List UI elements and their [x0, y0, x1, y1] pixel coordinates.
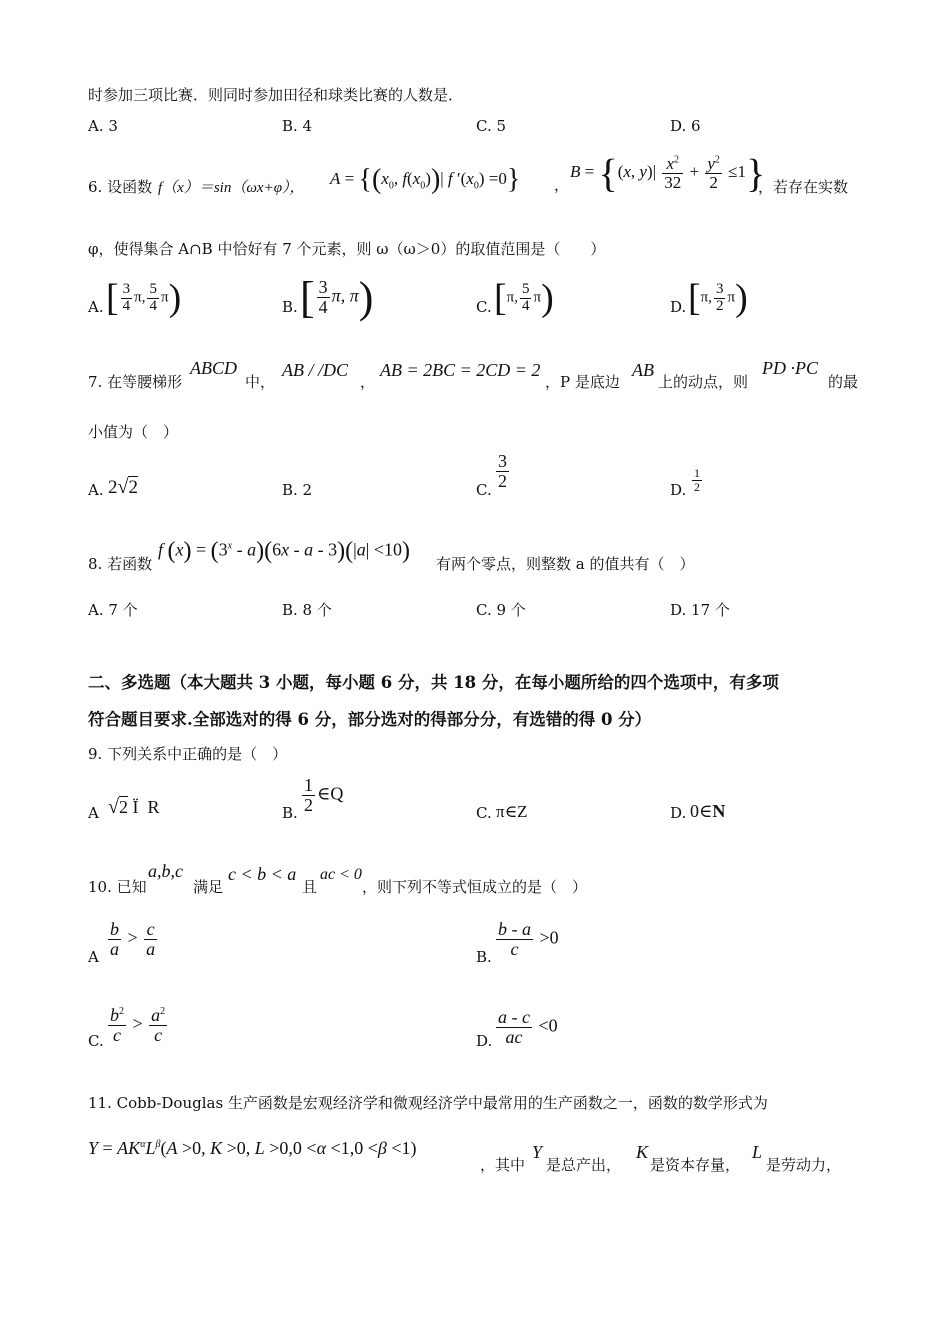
q5-option-d: D. 6 — [670, 117, 701, 135]
q10-option-a-label: A — [88, 948, 99, 966]
q10-option-b-value: $\frac{b - a}{c}$ >0 — [498, 919, 559, 959]
q10-option-c-label: C. — [88, 1032, 104, 1050]
q10-abc: a,b,c — [148, 861, 183, 881]
q7-option-c-label: C. — [476, 481, 492, 499]
section-2-heading-line2: 符合题目要求.全部选对的得 6 分，部分选对的得部分分，有选错的得 0 分） — [88, 710, 652, 729]
q9-option-a-label: A — [88, 804, 99, 822]
q10-m1: 满足 — [193, 878, 224, 896]
intro-line: 时参加三项比赛．则同时参加田径和球类比赛的人数是． — [88, 86, 464, 104]
q8-prefix: 8. 若函数 — [88, 555, 153, 573]
q7-ab: AB — [632, 360, 654, 380]
q6-option-b-value: [ $\frac{3}{4}$ π, π) — [300, 273, 374, 322]
q9-option-c-label: C. — [476, 804, 492, 822]
q8-function: f $(x) = (3^x - a)(6x - a - 3)(|a| <10)$ — [158, 538, 410, 564]
q8-option-a: A. 7 个 — [88, 601, 138, 619]
q10-m2: 且 — [302, 878, 318, 896]
q9-option-d-label: D. — [670, 804, 687, 822]
q7-mid1: 中， — [245, 373, 276, 391]
q7-equation: AB = 2BC = 2CD = 2 — [380, 360, 541, 380]
q6-option-a-label: A. — [88, 298, 104, 316]
q7-prefix: 7. 在等腰梯形 — [88, 373, 183, 391]
q7-abcd: ABCD — [190, 358, 237, 378]
q11-y: Y — [532, 1142, 543, 1162]
q9-stem: 9. 下列关系中正确的是（ ） — [88, 745, 288, 763]
q6-option-c-label: C. — [476, 298, 492, 316]
q10-prefix: 10. 已知 — [88, 878, 147, 896]
q6-set-b: B = {(x, y)| $\frac{x^2}{32}$ + $\frac{y^2}{2}$ ≤1} — [570, 151, 766, 196]
q11-m2: 是总产出， — [546, 1156, 622, 1174]
q10-option-a-value: $\frac{b}{a}$ > $\frac{c}{a}$ — [110, 919, 156, 959]
q5-option-a: A. 3 — [88, 117, 118, 135]
q7-option-d-label: D. — [670, 481, 687, 499]
q11-m1: ，其中 — [480, 1156, 526, 1174]
q7-mid2: ，P 是底边 — [545, 373, 620, 391]
q7-dot-product: PD ·PC — [762, 358, 818, 378]
q6-option-c-value: [π, $\frac{5}{4}$ π) — [494, 277, 554, 319]
q11-m4: 是劳动力， — [766, 1156, 842, 1174]
q6-comma: ， — [554, 176, 570, 194]
q7-option-b: B. 2 — [282, 481, 313, 499]
q10-inequality: c < b < a — [228, 864, 297, 884]
q7-line2: 小值为（ ） — [88, 423, 179, 441]
q11-line1: 11. Cobb-Douglas 生产函数是宏观经济学和微观经济学中最常用的生产函数之一，函数的数学形式为 — [88, 1094, 768, 1112]
q6-option-b-label: B. — [282, 298, 298, 316]
q9-option-c-value: π∈Z — [496, 802, 528, 821]
q10-option-d-value: $\frac{a - c}{ac}$ <0 — [498, 1007, 558, 1047]
q11-l: L — [752, 1142, 763, 1162]
q6-option-d-value: [π, $\frac{3}{2}$ π) — [688, 277, 748, 319]
q10-option-c-value: $\frac{b^2}{c}$ > $\frac{a^2}{c}$ — [110, 1005, 166, 1045]
q8-suffix: 有两个零点，则整数 a 的值共有（ ） — [436, 555, 695, 573]
q6-set-a: $A = \{(x_0$, $f(x_0))|$ f $'(x_0) =0$} — [330, 164, 521, 195]
q7-end: 的最 — [828, 373, 859, 391]
q10-option-d-label: D. — [476, 1032, 493, 1050]
q8-option-b: B. 8 个 — [282, 601, 332, 619]
q11-k: K — [636, 1142, 649, 1162]
q7-option-a-value: 2√2 — [108, 476, 138, 498]
q8-option-d: D. 17 个 — [670, 601, 730, 619]
q10-suffix: ，则下列不等式恒成立的是（ ） — [362, 878, 588, 896]
q9-option-b-value: $\frac{1}{2}$ ∈Q — [304, 775, 344, 815]
q10-ac: ac < 0 — [320, 866, 362, 883]
q9-option-d-value: 0∈N — [690, 801, 726, 821]
q6-prefix: 6. 设函数 — [88, 178, 153, 196]
q7-parallel: AB / /DC — [282, 360, 348, 380]
q6-option-d-label: D. — [670, 298, 687, 316]
q7-comma: ， — [360, 373, 376, 391]
q7-option-c-value: $\frac{3}{2}$ — [498, 451, 507, 491]
q9-option-a-value: √2 Ï R — [108, 796, 160, 818]
q10-option-b-label: B. — [476, 948, 492, 966]
q7-option-a-label: A. — [88, 481, 104, 499]
section-2-heading-line1: 二、多选题（本大题共 3 小题，每小题 6 分，共 18 分，在每小题所给的四个选项中，有多项 — [88, 673, 779, 692]
q7-option-d-value: $\frac{1}{2}$ — [694, 466, 700, 494]
q11-formula: $Y = AK^\alpha L^\beta(A >0$, K >0, L >0,0 <α <1,0 <β <1) — [88, 1138, 417, 1158]
q8-option-c: C. 9 个 — [476, 601, 526, 619]
q6-line2: φ，使得集合 A∩B 中恰好有 7 个元素，则 ω（ω＞0）的取值范围是（ ） — [88, 240, 606, 258]
q5-option-b: B. 4 — [282, 117, 313, 135]
q6-option-a-value: [ $\frac{3}{4}$ π, $\frac{5}{4}$ π) — [106, 277, 182, 319]
q7-mid3: 上的动点，则 — [658, 373, 749, 391]
q5-option-c: C. 5 — [476, 117, 507, 135]
q6-suffix: ，若存在实数 — [758, 178, 849, 196]
q9-option-b-label: B. — [282, 804, 298, 822]
q11-m3: 是资本存量， — [650, 1156, 741, 1174]
q6-function: f（x）＝sin（ωx+φ）， — [158, 180, 305, 196]
